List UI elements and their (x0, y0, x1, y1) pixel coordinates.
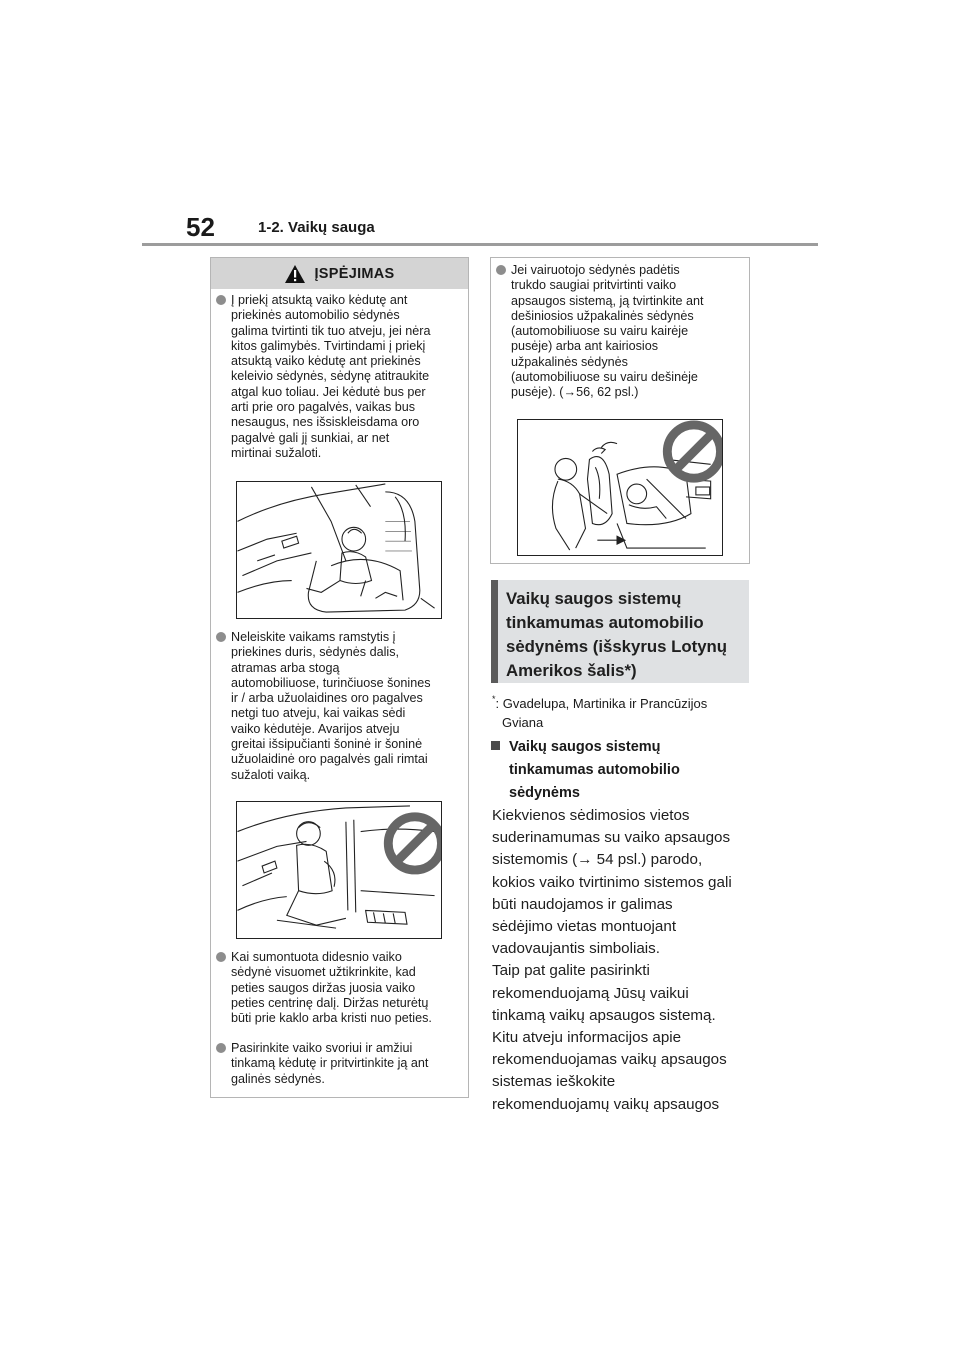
warning-item-3 (214, 950, 481, 1026)
warning-title: ĮSPĖJIMAS (314, 265, 395, 282)
banner-line: Amerikos šalis*) (506, 661, 637, 680)
text-line: arti prie oro pagalvės, vaikas bus (231, 400, 416, 415)
text-line: priekinės automobilio sėdynės (231, 308, 400, 323)
text-line: atramas arba stogą (231, 660, 340, 675)
section-banner (491, 580, 749, 683)
text-line: peties centrinę dalį. Diržas neturėtų (231, 995, 429, 1010)
bullet-icon (496, 265, 506, 275)
square-bullet-icon (491, 741, 500, 750)
header-divider (142, 243, 818, 246)
warning-item-4 (214, 1041, 481, 1087)
illustration-driver-seat-conflict (517, 419, 723, 556)
subheading-line: sėdynėms (509, 785, 580, 801)
bullet-icon (216, 632, 226, 642)
body-line: būti naudojamos ir galimas (492, 895, 673, 913)
body-line: rekomenduojamų vaikų apsaugos (492, 1095, 720, 1113)
text-line: vaiko kėdutėje. Avarijos atveju (231, 721, 400, 736)
text-line: galinės sėdynės. (231, 1071, 325, 1086)
text-line: automobiliuose, turinčiuose šonines (231, 675, 431, 690)
text-line: (automobiliuose su vairu dešinėje (511, 370, 698, 385)
text-line: Neleiskite vaikams ramstytis į (231, 630, 396, 644)
text-line: greitai išsipučianti šoninė ir šoninė (231, 737, 423, 752)
bullet-icon (216, 295, 226, 305)
text-line: pusėje) arba ant kairiosios (511, 339, 659, 354)
text-line: sėdynė visuomet užtikrinkite, kad (231, 965, 416, 980)
footnote-text: : Gvadelupa, Martinika ir Prancūzijos (495, 696, 708, 711)
text-line: apsaugos sistemą, ją tvirtinkite ant (511, 293, 704, 308)
banner-line: tinkamumas automobilio (506, 613, 704, 632)
bullet-icon (216, 1043, 226, 1053)
text-line: Į priekį atsuktą vaiko kėdutę ant (231, 293, 408, 307)
subheading (491, 736, 751, 805)
subheading-line: Vaikų saugos sistemų (509, 739, 661, 755)
text-line: netgi tuo atveju, kai vaikas sėdi (231, 706, 406, 721)
text-line: priekines duris, sėdynės dalis, (231, 645, 399, 660)
text-line: peties saugos diržas juosia vaiko (231, 980, 416, 995)
body-line: sistemas ieškokite (492, 1073, 616, 1091)
child-seat-illustration (237, 482, 441, 618)
subheading-line: tinkamumas automobilio (509, 762, 680, 778)
text-line: Kai sumontuota didesnio vaiko (231, 950, 402, 964)
footnote-marker: * (492, 694, 496, 704)
bullet-icon (216, 952, 226, 962)
body-line: suderinamumas su vaiko apsaugos (492, 829, 731, 847)
body-paragraph (492, 805, 754, 1116)
text-line: Jei vairuotojo sėdynės padėtis (511, 263, 680, 277)
banner-line: Vaikų saugos sistemų (506, 589, 682, 608)
body-line: vadovaujantis simboliais. (492, 940, 660, 958)
body-line: kokios vaiko tvirtinimo sistemos gali (492, 873, 732, 891)
child-leaning-illustration (237, 802, 441, 938)
text-line: mirtinai sužaloti. (231, 445, 322, 460)
illustration-child-leaning-door (236, 801, 442, 939)
text-line: trukdo saugiai pritvirtinti vaiko (511, 278, 677, 293)
text-line: atsuktą vaiko kėdutę ant priekinės (231, 354, 421, 369)
footnote-line (492, 690, 752, 713)
text-line: Pasirinkite vaiko svoriui ir amžiui (231, 1041, 413, 1055)
body-line: Kiekvienos sėdimosios vietos (492, 807, 690, 824)
body-line: sėdėjimo vietas montuojant (492, 918, 677, 936)
warning-item-1 (214, 293, 481, 461)
section-title: 1-2. Vaikų sauga (258, 219, 375, 236)
warning-item-2 (214, 630, 481, 783)
text-line: užuolaidinė oro pagalvės gali rimtai (231, 752, 428, 767)
body-line: tinkamą vaikų apsaugos sistemą. (492, 1006, 716, 1024)
text-line: užpakalinės sėdynės (511, 354, 628, 369)
text-line: atgal kuo toliau. Jei kėdutė bus per (231, 384, 426, 399)
banner-line: sėdynėms (išskyrus Lotynų (506, 637, 728, 656)
text-line: pagalvė gali jį sunkiai, ar net (231, 430, 390, 445)
driver-seat-illustration (518, 420, 722, 555)
text-line: sužaloti vaiką. (231, 767, 311, 782)
text-line: nesaugus, nes išsiskleisdama oro (231, 415, 420, 430)
text-line: pusėje). (→56, 62 psl.) (511, 385, 639, 400)
text-line: kitos galimybės. Tvirtindami į priekį (231, 338, 426, 353)
text-line: būti prie kaklo arba kristi nuo peties. (231, 1011, 432, 1026)
body-line: Kitu atveju informacijos apie (492, 1029, 682, 1047)
text-line: ir / arba užuolaidines oro pagalves (231, 691, 423, 706)
body-line: sistemomis (→ 54 psl.) parodo, (492, 851, 703, 869)
warning-item-5 (494, 263, 763, 401)
text-line: (automobiliuose su vairu kairėje (511, 324, 689, 339)
warning-triangle-icon (284, 264, 306, 284)
body-line: rekomenduojamas vaikų apsaugos (492, 1051, 727, 1069)
footnote (492, 690, 752, 732)
footnote-line: Gviana (502, 715, 544, 730)
body-line: Taip pat galite pasirinkti (492, 962, 650, 980)
body-line: rekomenduojamą Jūsų vaikui (492, 984, 689, 1002)
illustration-forward-facing-seat (236, 481, 442, 619)
text-line: keleivio sėdynės, sėdynę atitraukite (231, 369, 430, 384)
page-number: 52 (186, 212, 215, 242)
text-line: tinkamą kėdutę ir pritvirtinkite ją ant (231, 1056, 429, 1071)
text-line: galima tvirtinti tik tuo atveju, jei nėra (231, 323, 431, 338)
text-line: dešiniosios užpakalinės sėdynės (511, 308, 694, 323)
warning-header (211, 258, 468, 289)
